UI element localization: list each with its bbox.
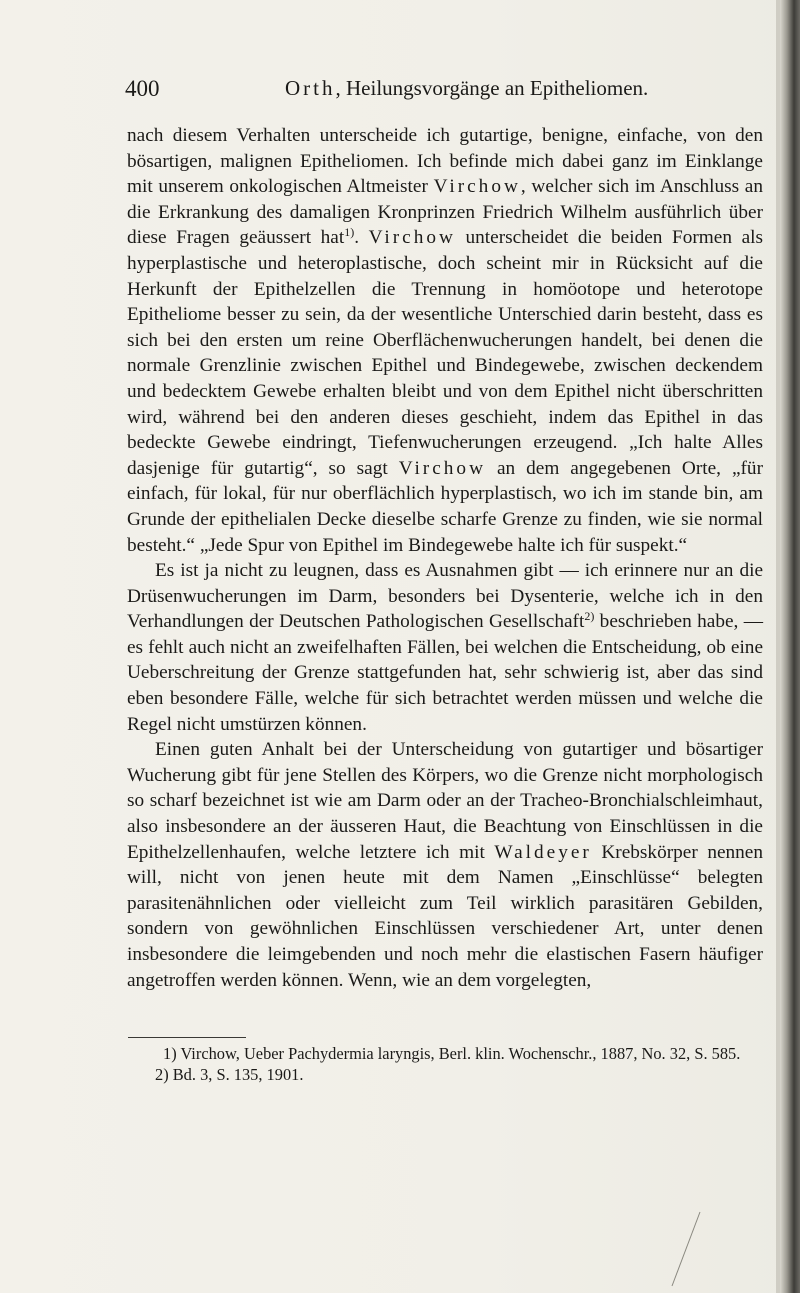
footnote-ref-2[interactable]: 2)	[584, 609, 595, 624]
author-name-waldeyer: Waldeyer	[494, 841, 592, 863]
page-header	[125, 76, 765, 106]
footnote-separator	[128, 1037, 246, 1038]
footnote-1: 1) Virchow, Ueber Pachydermia laryngis, Berl. klin. Wochenschr., 1887, No. 32, S. 585.	[163, 1044, 741, 1063]
footnotes	[127, 1043, 763, 1085]
book-edge	[780, 0, 800, 1293]
author-name-virchow: Virchow	[433, 176, 521, 198]
pencil-mark	[660, 1210, 720, 1290]
text-run: .	[354, 227, 369, 249]
text-run: beschrieben habe, — es fehlt auch nicht an zweifelhaften Fällen, bei welchen die Entscheidung, ob eine Ueberschreitung der Grenze stattgefunden hat, sehr schwierig ist, aber das sind eben besondere Fälle, welche für sich betrachtet werden müssen und welche die Regel nicht umstürzen können.	[127, 611, 763, 735]
page-number: 400	[125, 76, 160, 101]
paragraph-2	[127, 558, 763, 737]
author-name-virchow: Virchow	[398, 457, 486, 479]
text-run: nach diesem Verhalten unterscheide ich gutartige, benigne, einfache, von den bösartigen, malignen Epitheliomen. Ich befinde mich dabei ganz im Einklange mit unserem onkologischen Altmeister	[127, 125, 763, 198]
text-run: Einen guten Anhalt bei der Unterscheidung von gutartiger und bösartiger Wucherung gibt für jene Stellen des Körpers, wo die Grenze nicht morphologisch so scharf bezeichnet ist wie am Darm oder an der Tracheo-Bronchialschleimhaut, also insbesondere an der äusseren Haut, die Beachtung von Einschlüssen in die Epithelzellenhaufen, welche letztere ich mit	[127, 739, 763, 863]
text-run: Es ist ja nicht zu leugnen, dass es Ausnahmen gibt — ich erinnere nur an die Drüsenwucherungen im Darm, besonders bei Dysenterie, welche ich in den Verhandlungen der Deutschen Pathologischen Gesellschaft	[127, 560, 763, 633]
paragraph-1	[127, 123, 763, 558]
text-run: , welcher sich im Anschluss an die Erkrankung des damaligen Kronprinzen Friedrich Wilhelm ausführlich über diese Fragen geäussert hat	[127, 176, 763, 249]
text-run: Krebskörper nennen will, nicht von jenen heute mit dem Namen „Einschlüsse“ belegten parasitenähnlichen oder vielleicht zum Teil wirklich parasitären Gebilden, sondern von gewöhnlichen Einschlüssen verschiedener Art, unter denen insbesondere die leimgebenden und noch mehr die elastischen Fasern häufiger angetroffen werden können. Wenn, wie an dem vorgelegten,	[127, 841, 763, 991]
author-name-virchow: Virchow	[368, 227, 456, 249]
footnote-ref-1[interactable]: 1)	[344, 225, 355, 240]
text-run: unterscheidet die beiden Formen als hyperplastische und heteroplastische, doch scheint mir in Rücksicht auf die Herkunft der Epithelzellen die Trennung in homöotope und heterotope Epitheliome besser zu sein, da der wesentliche Unterschied darin besteht, dass es sich bei den ersten um reine Oberflächenwucherungen handelt, bei denen die normale Grenzlinie zwischen Epithel und Bindegewebe, zwischen deckendem und bedecktem Gewebe erhalten bleibt und von dem Epithel nicht überschritten wird, während bei den anderen dieses geschieht, indem das Epithel in das bedeckte Gewebe eindringt, Tiefenwucherungen erzeugend. „Ich halte Alles dasjenige für gutartig“, so sagt	[127, 227, 763, 479]
body-text	[127, 123, 763, 993]
text-run: an dem angegebenen Orte, „für einfach, für lokal, für nur oberflächlich hyperplastisch, wo ich im stande bin, am Grunde der epithelialen Decke dieselbe scharfe Grenze zu finden, wie sie normal besteht.“ „Jede Spur von Epithel im Bindegewebe halte ich für suspekt.“	[127, 457, 763, 556]
running-title-text: , Heilungsvorgänge an Epitheliomen.	[335, 76, 649, 100]
running-title	[285, 76, 648, 101]
footnote-2: 2) Bd. 3, S. 135, 1901.	[155, 1065, 304, 1084]
paragraph-3	[127, 737, 763, 993]
running-title-author: Orth	[285, 76, 336, 100]
